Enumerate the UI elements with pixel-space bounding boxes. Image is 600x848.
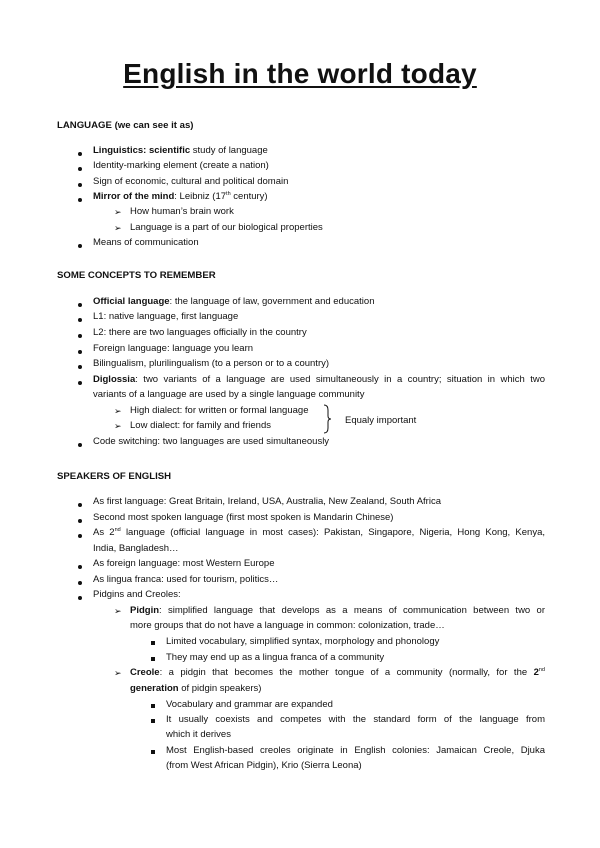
list-item: L2: there are two languages officially in the country (93, 327, 307, 338)
list-item: Second most spoken language (first most spoken is Mandarin Chinese) (93, 512, 394, 523)
sub-list-item: High dialect: for written or formal language (130, 405, 309, 416)
sub-sub-list-item-continuation: which it derives (166, 729, 231, 740)
bullet-icon (78, 596, 82, 600)
bullet-icon (78, 198, 82, 202)
sub-sub-list-item-continuation: (from West African Pidgin), Krio (Sierra Leona) (166, 760, 362, 771)
list-item: Means of communication (93, 237, 199, 248)
square-bullet-icon (151, 750, 155, 754)
sub-list-item: Low dialect: for family and friends (130, 420, 271, 431)
list-item: Official language: the language of law, government and education (93, 296, 375, 307)
list-item-continuation: India, Bangladesh… (93, 543, 179, 554)
bullet-icon (78, 443, 82, 447)
page-title: English in the world today (123, 58, 477, 89)
list-item: L1: native language, first language (93, 311, 239, 322)
sub-sub-list-item: It usually coexists and competes with the standard form of the language from (166, 714, 545, 725)
section-heading-concepts: SOME CONCEPTS TO REMEMBER (57, 270, 216, 281)
sub-sub-list-item: Most English-based creoles originate in English colonies: Jamaican Creole, Djuka (166, 745, 545, 756)
bullet-icon (78, 534, 82, 538)
bullet-icon (78, 167, 82, 171)
square-bullet-icon (151, 719, 155, 723)
sub-list-item: How human’s brain work (130, 206, 234, 217)
list-item: Identity-marking element (create a nation) (93, 160, 269, 171)
list-item: As first language: Great Britain, Ireland, USA, Australia, New Zealand, South Africa (93, 496, 441, 507)
bullet-icon (78, 303, 82, 307)
arrow-bullet-icon: ➢ (114, 207, 122, 217)
list-item-continuation: variants of a language are used by a single language community (93, 389, 365, 400)
bullet-icon (78, 503, 82, 507)
arrow-bullet-icon: ➢ (114, 421, 122, 431)
list-item: Sign of economic, cultural and political domain (93, 176, 289, 187)
list-item: Code switching: two languages are used simultaneously (93, 436, 330, 447)
square-bullet-icon (151, 641, 155, 645)
bullet-icon (78, 334, 82, 338)
arrow-bullet-icon: ➢ (114, 223, 122, 233)
square-bullet-icon (151, 704, 155, 708)
list-item: As lingua franca: used for tourism, politics… (93, 574, 279, 585)
sub-sub-list-item: Limited vocabulary, simplified syntax, morphology and phonology (166, 636, 440, 647)
sub-list-item: Creole: a pidgin that becomes the mother tongue of a community (normally, for the 2nd (130, 667, 545, 678)
bullet-icon (78, 152, 82, 156)
bullet-icon (78, 365, 82, 369)
bullet-icon (78, 381, 82, 385)
list-item: Foreign language: language you learn (93, 343, 254, 354)
list-item: Diglossia: two variants of a language are used simultaneously in a country; situation in which two (93, 374, 545, 385)
section-heading-language: LANGUAGE (we can see it as) (57, 120, 194, 131)
sub-list-item: Pidgin: simplified language that develops as a means of communication between two or (130, 605, 545, 616)
brace-label: Equaly important (345, 415, 417, 426)
list-item: Mirror of the mind: Leibniz (17th century) (93, 191, 268, 202)
sub-list-item-continuation: generation of pidgin speakers) (130, 683, 262, 694)
bullet-icon (78, 581, 82, 585)
sub-list-item: Language is a part of our biological properties (130, 222, 323, 233)
list-item: As foreign language: most Western Europe (93, 558, 275, 569)
list-item: Pidgins and Creoles: (93, 589, 181, 600)
list-item: Bilingualism, plurilingualism (to a person or to a country) (93, 358, 330, 369)
bullet-icon (78, 183, 82, 187)
section-heading-speakers: SPEAKERS OF ENGLISH (57, 471, 172, 482)
sub-sub-list-item: Vocabulary and grammar are expanded (166, 699, 333, 710)
bullet-icon (78, 350, 82, 354)
sub-list-item-continuation: more groups that do not have a language in common: colonization, trade… (130, 620, 445, 631)
brace-icon (323, 404, 331, 434)
arrow-bullet-icon: ➢ (114, 406, 122, 416)
square-bullet-icon (151, 657, 155, 661)
arrow-bullet-icon: ➢ (114, 606, 122, 616)
bullet-icon (78, 318, 82, 322)
list-item: Linguistics: scientific study of language (93, 145, 268, 156)
bullet-icon (78, 519, 82, 523)
bullet-icon (78, 565, 82, 569)
bullet-icon (78, 244, 82, 248)
arrow-bullet-icon: ➢ (114, 668, 122, 678)
sub-sub-list-item: They may end up as a lingua franca of a community (166, 652, 385, 663)
list-item: As 2nd language (official language in most cases): Pakistan, Singapore, Nigeria, Hong Kong, Kenya, (93, 527, 545, 538)
